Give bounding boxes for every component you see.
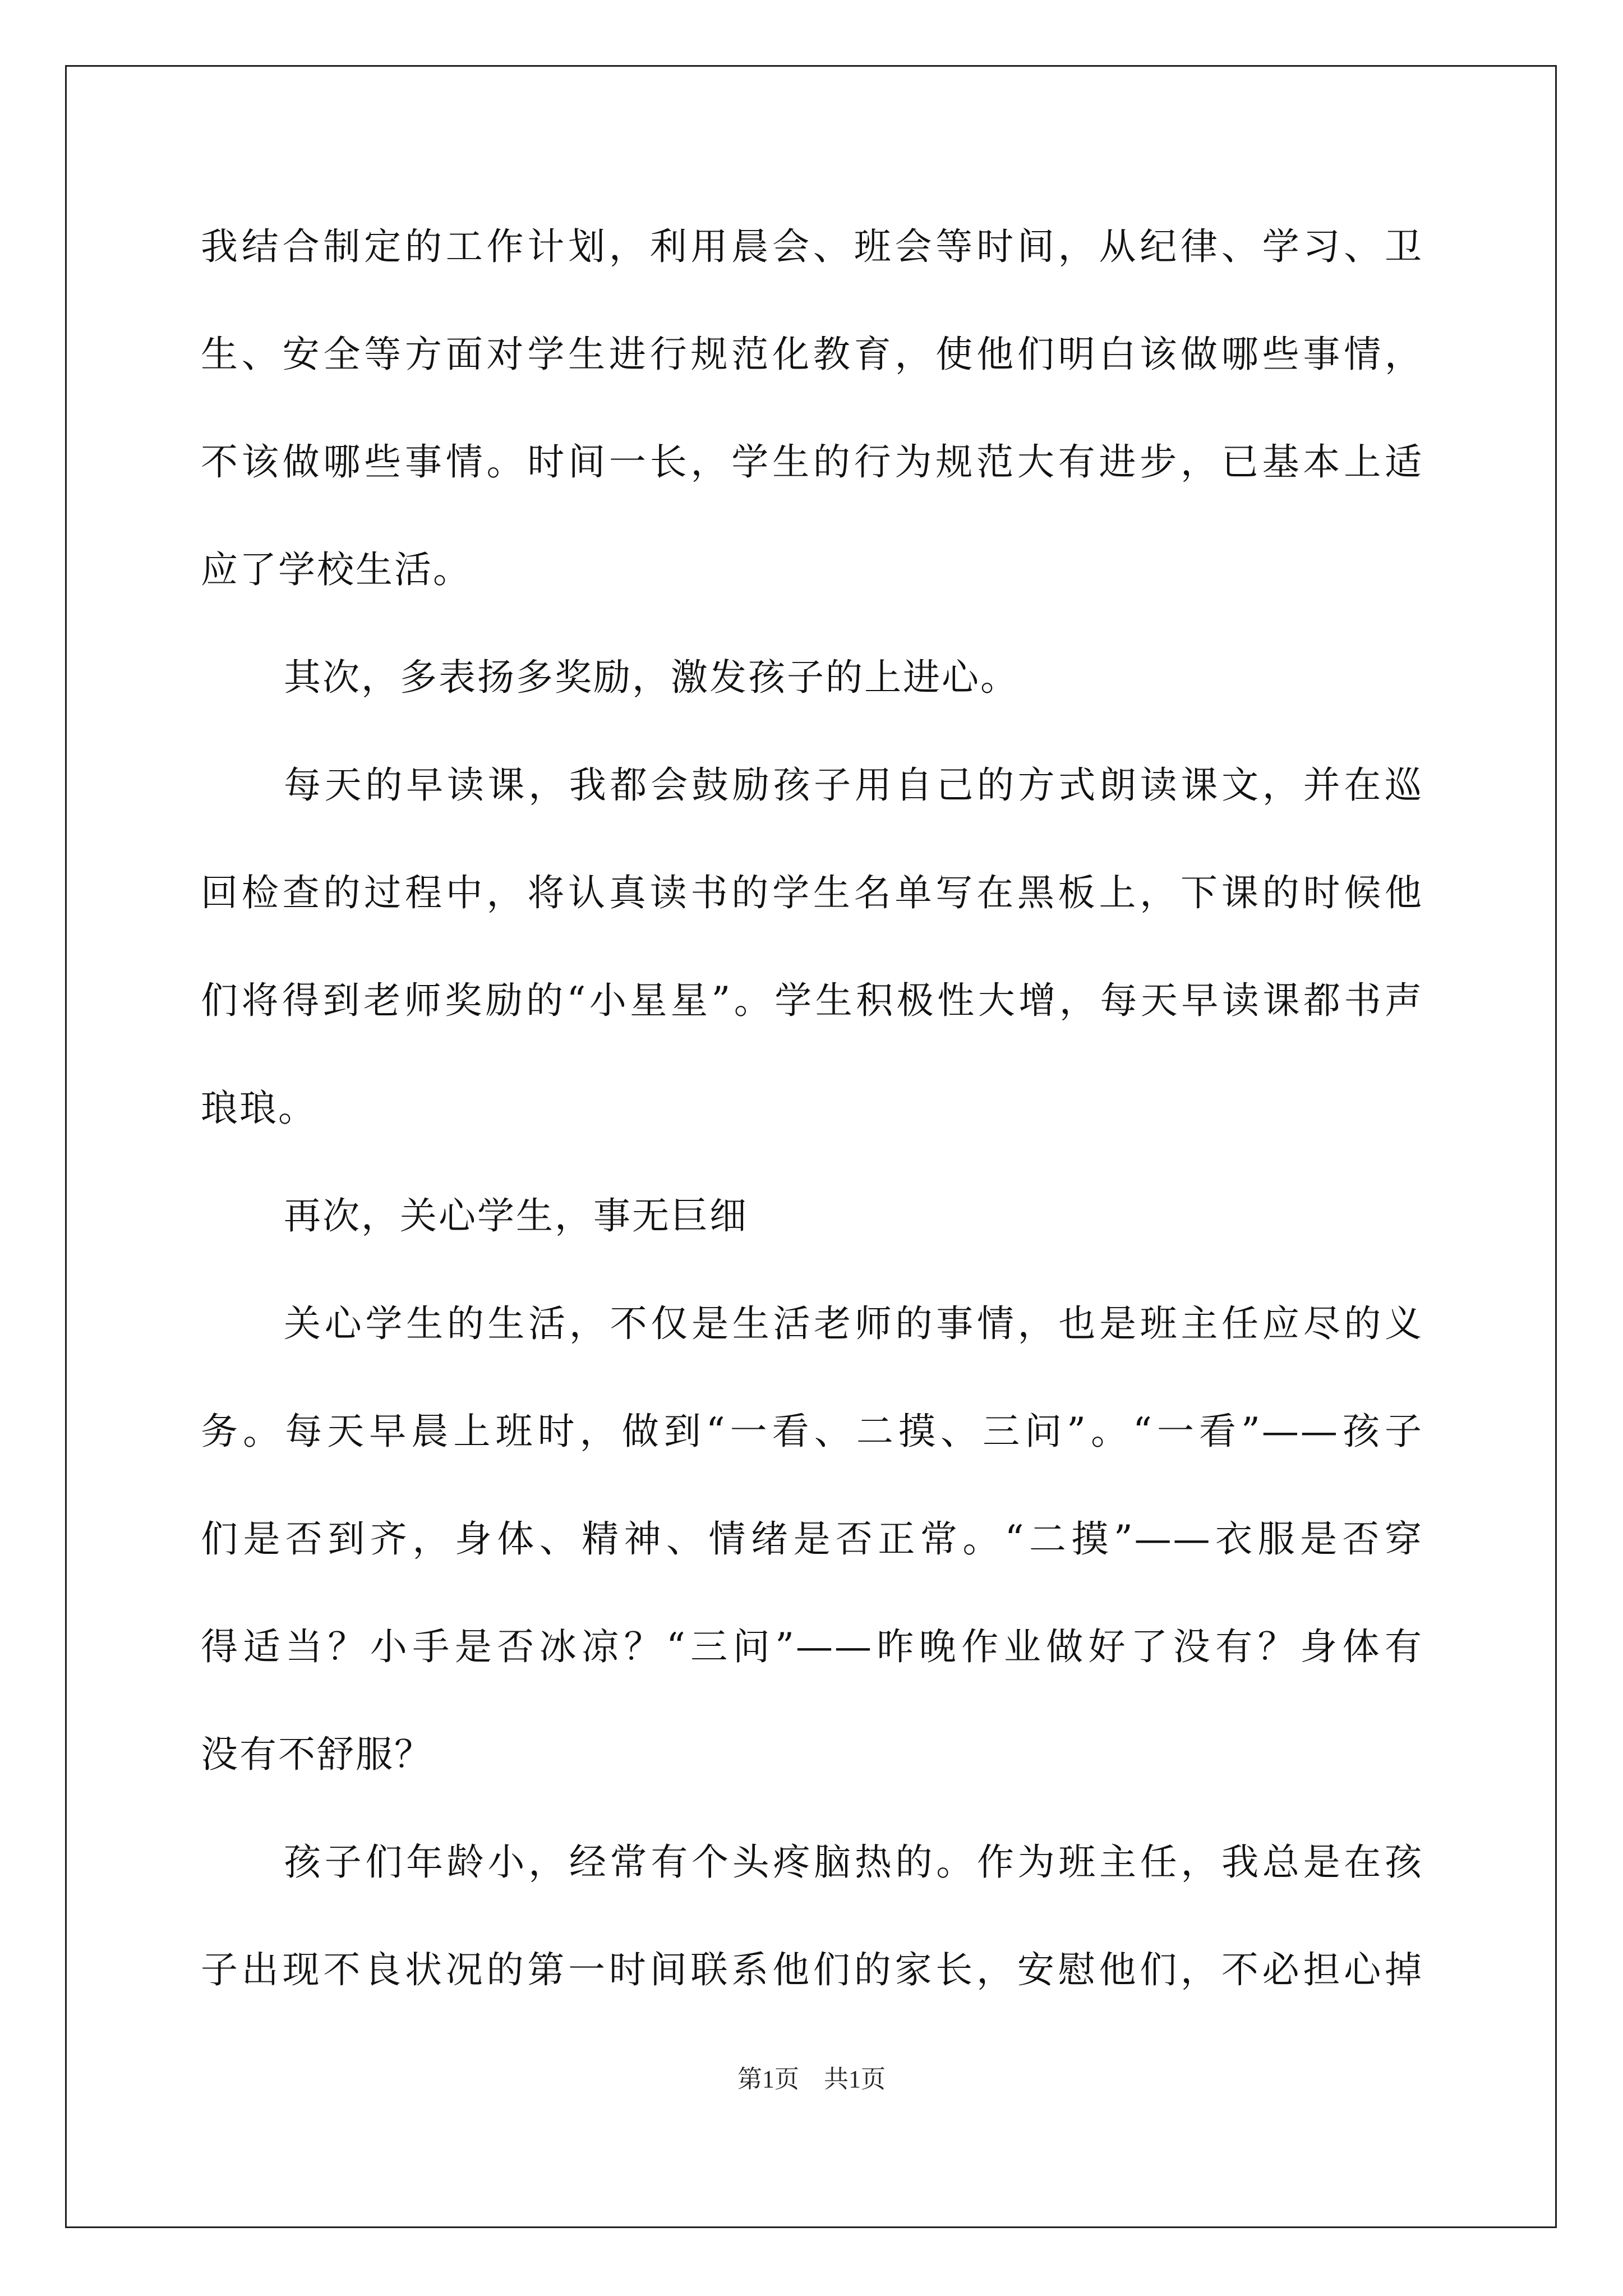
- text-line: 们将得到老师奖励的“小星星”。学生积极性大增，每天早读课都书声: [201, 979, 1423, 1022]
- section-heading: 其次，多表扬多奖励，激发孩子的上进心。: [284, 656, 1019, 699]
- text-line: 应了学校生活。: [201, 548, 472, 591]
- text-line: 生、安全等方面对学生进行规范化教育，使他们明白该做哪些事情，: [201, 333, 1423, 376]
- text-line: 孩子们年龄小，经常有个头疼脑热的。作为班主任，我总是在孩: [284, 1841, 1423, 1884]
- text-line: 子出现不良状况的第一时间联系他们的家长，安慰他们，不必担心掉: [201, 1948, 1423, 1991]
- text-line: 不该做哪些事情。时间一长，学生的行为规范大有进步，已基本上适: [201, 440, 1423, 484]
- page-border: [65, 65, 1557, 2228]
- text-line: 得适当？小手是否冰凉？“三问”——昨晚作业做好了没有？身体有: [201, 1625, 1423, 1668]
- text-line: 没有不舒服？: [201, 1733, 433, 1776]
- section-heading: 再次，关心学生，事无巨细: [284, 1194, 748, 1237]
- text-line: 每天的早读课，我都会鼓励孩子用自己的方式朗读课文，并在巡: [284, 763, 1423, 807]
- page-number-footer: 第1页 共1页: [737, 2065, 886, 2093]
- text-line: 们是否到齐，身体、精神、情绪是否正常。“二摸”——衣服是否穿: [201, 1517, 1423, 1561]
- text-line: 务。每天早晨上班时，做到“一看、二摸、三问”。“一看”——孩子: [201, 1410, 1423, 1453]
- text-line: 关心学生的生活，不仅是生活老师的事情，也是班主任应尽的义: [284, 1302, 1423, 1345]
- text-line: 琅琅。: [201, 1087, 317, 1130]
- text-line: 回检查的过程中，将认真读书的学生名单写在黑板上，下课的时候他: [201, 871, 1423, 914]
- text-line: 我结合制定的工作计划，利用晨会、班会等时间，从纪律、学习、卫: [201, 225, 1423, 268]
